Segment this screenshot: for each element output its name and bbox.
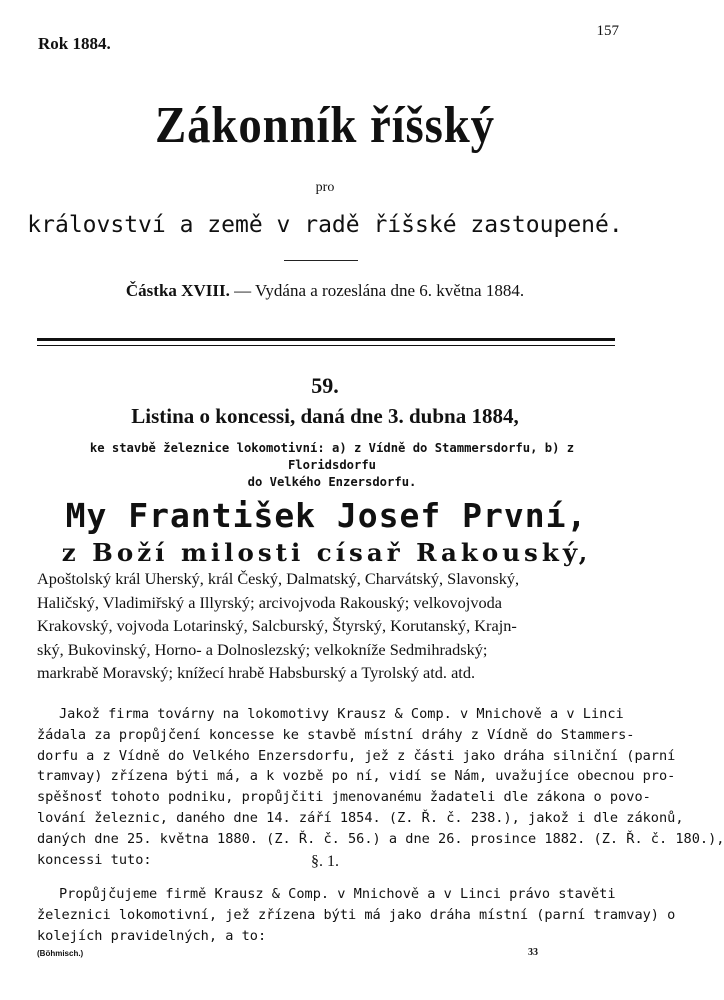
double-divider xyxy=(37,338,615,346)
footer-sheet-number: 33 xyxy=(528,947,538,958)
paragraph-line: tramvay) zřízena býti má, a k vozbě po ní, vidí se Nám, uvažujíce obecnou pro- xyxy=(37,768,676,785)
page-number: 157 xyxy=(596,23,619,39)
law-number: 59. xyxy=(311,373,339,398)
paragraph-line: daných dne 25. května 1880. (Z. Ř. č. 56.) a dne 26. prosince 1882. (Z. Ř. č. 180.), xyxy=(37,830,724,847)
ruler-name: My František Josef První, xyxy=(65,496,588,535)
ruler-title-line: Haličský, Vladimiřský a Illyrský; arcivojvoda Rakouský; velkovojvoda xyxy=(37,592,502,612)
law-subtitle-line: ke stavbě železnice lokomotivní: a) z Vídně do Stammersdorfu, b) z Floridsdorfu xyxy=(89,441,575,472)
paragraph-line: koncessi tuto: xyxy=(37,851,152,868)
paragraph-line: železnici lokomotivní, jež zřízena býti má jako dráha místní (parní tramvay) o xyxy=(37,906,676,923)
ruler-title-line: markrabě Moravský; knížecí hrabě Habsburský a Tyrolský atd. atd. xyxy=(37,663,476,683)
issue-line xyxy=(0,281,650,301)
paragraph-line: lování železnic, daného dne 14. září 1854. (Z. Ř. č. 238.), jakož i dle zákonů, xyxy=(37,809,684,826)
law-title: Listina o koncessi, daná dne 3. dubna 1884, xyxy=(131,404,519,428)
law-subtitle-line: do Velkého Enzersdorfu. xyxy=(247,475,417,489)
issue-number: Částka XVIII. xyxy=(125,281,230,300)
paragraph-line: dorfu a z Vídně do Velkého Enzersdorfu, jež z části jako dráha silniční (parní xyxy=(37,747,676,764)
preamble-paragraph xyxy=(37,704,724,870)
gazette-title: Zákonník říšský xyxy=(155,97,495,154)
paragraph-line: kolejích pravidelných, a to: xyxy=(37,927,267,944)
gazette-pro: pro xyxy=(315,180,335,195)
paragraph-line: Jakož firma továrny na lokomotivy Krausz & Comp. v Mnichově a v Linci xyxy=(59,706,624,722)
section-paragraph xyxy=(37,884,676,946)
year-header: Rok 1884. xyxy=(38,34,111,53)
ruler-title-line: Apoštolský král Uherský, král Český, Dalmatský, Charvátský, Slavonský, xyxy=(37,569,520,588)
short-divider xyxy=(284,260,358,261)
ruler-title-line: ský, Bukovinský, Horno- a Dolnoslezský; velkokníže Sedmihradský; xyxy=(37,639,488,659)
ruler-title-line: Krakovský, vojvoda Lotarinský, Salcburský, Štyrský, Korutanský, Krajn- xyxy=(37,616,517,636)
gazette-subtitle: království a země v radě říšské zastoupené. xyxy=(27,212,623,238)
ruler-style: z Boží milosti císař Rakouský, xyxy=(61,538,592,567)
paragraph-line: Propůjčujeme firmě Krausz & Comp. v Mnichově a v Linci právo stavěti xyxy=(59,886,616,902)
issue-date: — Vydána a rozeslána dne 6. května 1884. xyxy=(229,281,525,300)
ruler-titles xyxy=(37,567,615,685)
paragraph-line: spěšnosť tohoto podniku, propůjčiti jmenovanému žadateli dle zákona o povo- xyxy=(37,789,651,806)
law-subtitle xyxy=(52,440,612,491)
section-heading: §. 1. xyxy=(311,853,339,870)
paragraph-line: žádala za propůjčení koncesse ke stavbě místní dráhy z Vídně do Stammers- xyxy=(37,726,635,743)
footer-language: (Böhmisch.) xyxy=(37,949,84,958)
